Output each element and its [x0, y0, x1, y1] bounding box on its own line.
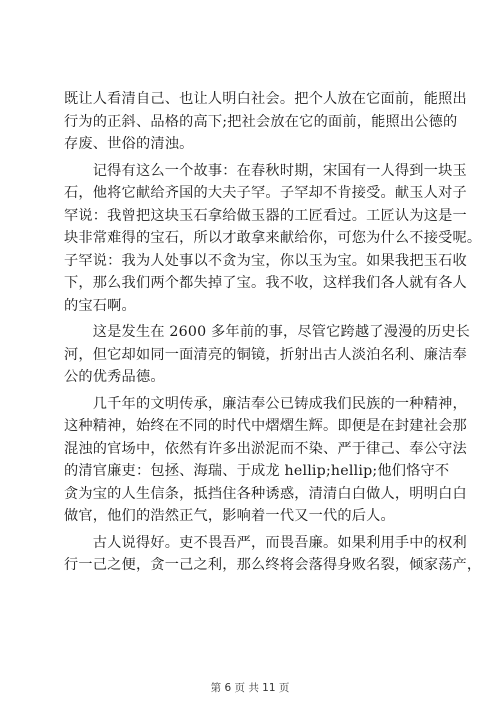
paragraph-3: [64, 321, 471, 389]
text-line: 行一己之便，贪一己之利，那么终将会落得身败名裂，倾家荡产，: [64, 557, 482, 573]
text-line: 混浊的官场中，依然有许多出淤泥而不染、严于律己、奉公守法: [64, 440, 467, 457]
text-line: 行为的正斜、品格的高下;把社会放在它的面前，能照出公德的: [64, 113, 458, 130]
text-line: 这是发生在 2600 多年前的事，尽管它跨越了漫漫的历史长: [64, 324, 471, 340]
text-line: 公的优秀品德。: [64, 369, 165, 385]
text-line: 做官，他们的浩然正气，影响着一代又一代的后人。: [64, 508, 395, 524]
paragraph-4: [64, 393, 467, 528]
text-line: 子罕说：我为人处事以不贪为宝，你以玉为宝。如果我把玉石收: [64, 252, 467, 269]
document-body: [64, 88, 482, 577]
paragraph-2: [64, 160, 482, 318]
text-line: 下，那么我们两个都失掉了宝。我不收，这样我们各人就有各人: [64, 275, 467, 291]
text-line: 罕说：我曾把这块玉石拿给做玉器的工匠看过。工匠认为这是一: [64, 207, 467, 224]
text-line: 的清官廉吏：包拯、海瑞、于成龙 hellip;hellip;他们恪守不: [64, 463, 450, 479]
paragraph-1: [64, 88, 467, 156]
text-line: 几千年的文明传承，廉洁奉公已铸成我们民族的一种精神，: [64, 395, 467, 412]
text-line: 的宝石啊。: [64, 297, 136, 314]
text-line: 这种精神，始终在不同的时代中熠熠生辉。即便是在封建社会那: [64, 418, 467, 434]
text-line: 河，但它却如同一面清亮的铜镜，折射出古人淡泊名利、廉洁奉: [64, 346, 467, 363]
text-line: 存废、世俗的清浊。: [64, 136, 194, 152]
text-line: 石，他将它献给齐国的大夫子罕。子罕却不肯接受。献玉人对子: [64, 185, 467, 201]
text-line: 既让人看清自己、也让人明白社会。把个人放在它面前，能照出: [64, 91, 467, 107]
text-line: 古人说得好。吏不畏吾严，而畏吾廉。如果利用手中的权利: [64, 534, 467, 551]
text-line: 贪为宝的人生信条，抵挡住各种诱惑，清清白白做人，明明白白: [64, 485, 467, 502]
text-line: 记得有这么一个故事：在春秋时期，宋国有一人得到一块玉: [64, 162, 467, 179]
paragraph-5: [64, 532, 482, 577]
page-footer: 第 6 页 共 11 页: [210, 682, 290, 694]
text-line: 块非常难得的宝石，所以才敢拿来献给你，可您为什么不接受呢。: [64, 230, 482, 246]
